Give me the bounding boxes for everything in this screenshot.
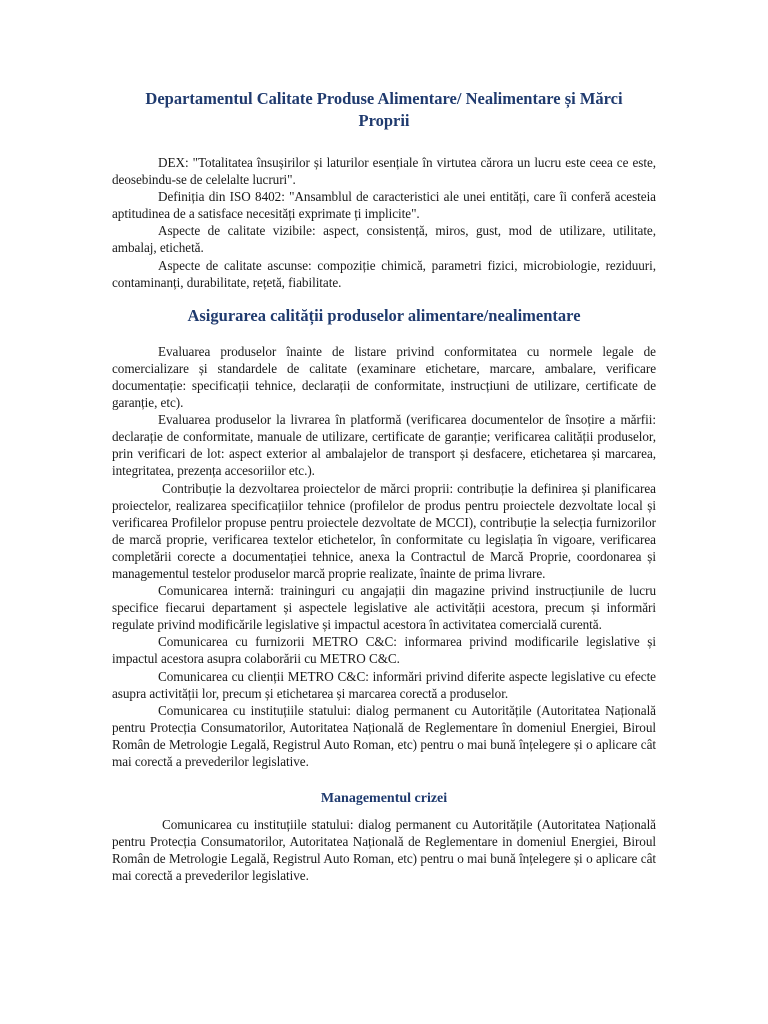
section-heading-crisis-management: Managementul crizei — [320, 791, 448, 807]
quality-assurance-section — [112, 343, 656, 770]
intro-paragraph-iso: Definiția din ISO 8402: "Ansamblul de caracteristici ale unei entități, care îi conferă acesteia aptitudinea de a satisface necesități exprimate ți implicite". — [112, 189, 656, 222]
paragraph-pre-listing-evaluation: Evaluarea produselor înainte de listare privind conformitatea cu normele legale de comercializare și standardele de calitate (examinare etichetare, marcare, ambalare, verificare documentație: specificații tehnice, declarații de conformitate, instrucțiuni de utilizare, certificate de garanție, etc). — [112, 343, 656, 411]
intro-paragraph-dex: DEX: "Totalitatea însușirilor și laturilor esențiale în virtutea cărora un lucru este ceea ce este, deosebindu-se de celelalte lucruri". — [112, 155, 656, 188]
intro-section — [112, 154, 656, 291]
paragraph-institution-communication: Comunicarea cu instituțiile statului: dialog permanent cu Autoritățile (Autoritatea Națională pentru Protecția Consumatorilor, Autoritatea Națională de Reglementare în domeniul Energiei, Biroul Român de Metrologie Legală, Registrul Auto Roman, etc) pentru o mai bună înțelegere și o aplicare cât mai corectă a prevederilor legislative. — [112, 702, 656, 769]
document-content — [112, 88, 656, 884]
paragraph-private-label: Contribuție la dezvoltarea proiectelor de mărci proprii: contribuție la definirea și planificarea proiectelor, realizarea specificațiilor tehnice (profilelor de produs pentru proiectele dezvoltate local și verificarea Profilelor propuse pentru proiectele dezvoltate de MCCI), contribuție la selecția furnizorilor de marcă proprie, verificarea textelor etichetelor, în conformitate cu legislația în vigoare, verificarea completării corecte a documentației tehnice, anexa la Contractul de Marcă Proprie, coordonarea și managementul testelor produselor marcă proprie realizate, înainte de prima livrare. — [112, 480, 656, 581]
paragraph-client-communication: Comunicarea cu clienții METRO C&C: informări privind diferite aspecte legislative cu efecte asupra activității lor, precum și etichetarea și marcarea corectă a produselor. — [112, 668, 656, 701]
document-title: Departamentul Calitate Produse Alimentare/ Nealimentare și Mărci Proprii — [145, 89, 623, 130]
paragraph-supplier-communication: Comunicarea cu furnizorii METRO C&C: informarea privind modificarile legislative și impactul acestora asupra colaborării cu METRO C&C. — [112, 634, 656, 667]
paragraph-delivery-evaluation: Evaluarea produselor la livrarea în platformă (verificarea documentelor de însoțire a mărfii: declarație de conformitate, manuale de utilizare, certificate de garanție; verificarea calității produselor, prin verificari de lot: aspect exterior al ambalajelor de transport și desfacere, etichetarea și marcarea, integritatea, prezența accesoriilor etc.). — [112, 412, 656, 479]
paragraph-crisis-institution-communication: Comunicarea cu instituțiile statului: dialog permanent cu Autoritățile (Autoritatea Națională pentru Protecția Consumatorilor, Autoritatea Națională de Reglementare in domeniul Energiei, Biroul Român de Metrologie Legală, Registrul Auto Roman, etc) pentru o mai bună înțelegere și o aplicare cât mai corectă a prevederilor legislative. — [112, 817, 656, 884]
section-heading-quality-assurance: Asigurarea calității produselor alimentare/nealimentare — [187, 305, 581, 325]
intro-paragraph-hidden-aspects: Aspecte de calitate ascunse: compoziție chimică, parametri fizici, microbiologie, reziduuri, contaminanți, durabilitate, rețetă, fiabilitate. — [112, 257, 656, 290]
paragraph-internal-communication: Comunicarea internă: traininguri cu angajații din magazine privind instrucțiunile de lucru specifice fiecarui departament și aspectele legislative ale activității acestora, precum și informări regulate privind modificările legislative și impactul acestora în activitatea comercială curentă. — [112, 583, 656, 633]
intro-paragraph-visible-aspects: Aspecte de calitate vizibile: aspect, consistență, miros, gust, mod de utilizare, utilitate, ambalaj, etichetă. — [112, 223, 656, 256]
crisis-management-section — [112, 816, 656, 884]
